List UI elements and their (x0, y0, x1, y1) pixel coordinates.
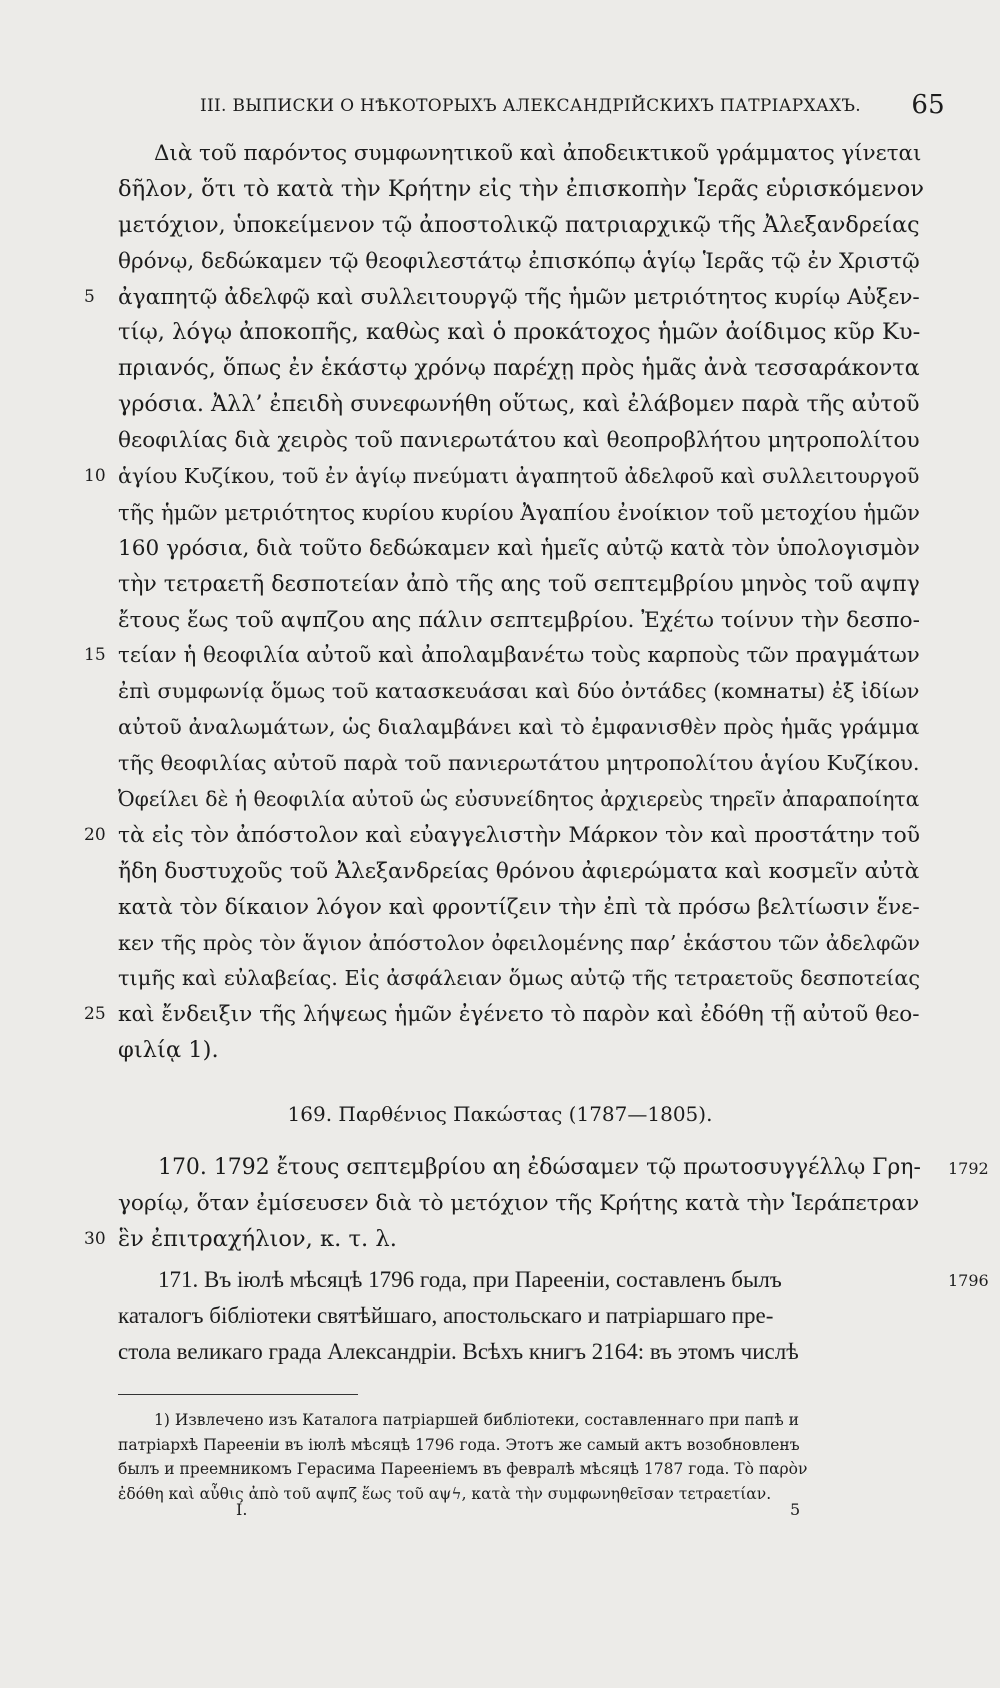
text-line (118, 136, 928, 172)
line-text: κατὰ τὸν δίκαιον λόγον καὶ φροντίζειν τὴν ἐπὶ τὰ πρόσω βελτίωσιν ἕνε- (118, 894, 920, 920)
line-text: καὶ ἔνδειξιν τῆς λήψεως ἡμῶν ἐγένετο τὸ παρὸν καὶ ἐδόθη τῇ αὐτοῦ θεο- (118, 1002, 920, 1028)
section-heading: 169. Παρθένιος Πακώστας (1787—1805). (287, 1102, 713, 1126)
text-line (84, 818, 928, 854)
line-text: каталогъ бібліотеки святѣйшаго, апостольскаго и патріаршаго пре- (118, 1302, 774, 1328)
text-line (118, 387, 928, 423)
line-text: ἀγαπητῷ ἀδελφῷ καὶ συλλειτουργῷ τῆς ἡμῶν μετριότητος κυρίῳ Αὐξεν- (118, 284, 920, 310)
signature-mark-right: 5 (790, 1500, 801, 1519)
text-line (118, 926, 928, 962)
entry-171 (118, 1262, 928, 1370)
line-number: 20 (84, 824, 106, 845)
line-text: τὰ εἰς τὸν ἀπόστολον καὶ εὐαγγελιστὴν Μάρκον τὸν καὶ προστάτην τοῦ (118, 822, 920, 848)
text-line (118, 674, 928, 710)
text-line (118, 531, 928, 567)
text-line (118, 710, 928, 746)
margin-year-1792: 1792 (948, 1159, 989, 1178)
line-text: μετόχιον, ὑποκείμενον τῷ ἀποστολικῷ πατριαρχικῷ τῆς Ἀλεξανδρείας (118, 211, 920, 238)
text-line (84, 1222, 928, 1258)
page-number: 65 (911, 90, 945, 120)
text-line (84, 638, 928, 674)
line-number: 5 (84, 286, 95, 307)
line-text: πριανός, ὅπως ἐν ἑκάστῳ χρόνῳ παρέχῃ πρὸς ἡμᾶς ἀνὰ τεσσαράκοντα (118, 355, 920, 382)
text-line (118, 1298, 928, 1334)
footnote-rule (118, 1394, 358, 1395)
line-text: φιλίᾳ 1). (118, 1037, 219, 1064)
running-header (200, 90, 945, 120)
footnote-line: былъ и преемникомъ Герасима Пареенiемъ въ февралѣ мѣсяцѣ 1787 года. Τὸ παρὸν (118, 1460, 808, 1478)
text-line (118, 961, 928, 997)
line-text: κεν τῆς πρὸς τὸν ἅγιον ἀπόστολον ὀφειλομένης παρ’ ἑκάστου τῶν ἀδελφῶν (118, 930, 920, 955)
text-line (118, 603, 928, 639)
text-line (118, 208, 928, 244)
text-line (118, 244, 928, 280)
line-text: τιμῆς καὶ εὐλαβείας. Εἰς ἀσφάλειαν ὅμως αὐτῷ τῆς τετραετοῦς δεσποτείας (118, 966, 921, 991)
document-body (84, 136, 928, 1069)
text-line (118, 746, 928, 782)
text-line (84, 459, 928, 495)
text-line (118, 1150, 928, 1186)
line-text: αὐτοῦ ἀναλωμάτων, ὡς διαλαμβάνει καὶ τὸ ἐμφανισθὲν πρὸς ἡμᾶς γράμμα (118, 715, 920, 740)
text-line (118, 495, 928, 531)
line-text: ἁγίου Κυζίκου, τοῦ ἐν ἁγίῳ πνεύματι ἀγαπητοῦ ἀδελφοῦ καὶ συλλειτουργοῦ (118, 464, 920, 489)
line-text: 171. Въ іюлѣ мѣсяцѣ 1796 года, при Пареенiи, составленъ былъ (158, 1267, 782, 1292)
line-text: Διὰ τοῦ παρόντος συμφωνητικοῦ καὶ ἀποδεικτικοῦ γράμματος γίνεται (154, 141, 922, 166)
margin-year-1796: 1796 (948, 1271, 989, 1290)
line-text: γρόσια. Ἀλλ’ ἐπειδὴ συνεφωνήθη οὕτως, καὶ ἐλάβομεν παρὰ τῆς αὐτοῦ (118, 391, 920, 418)
text-line (118, 854, 928, 890)
text-line (118, 782, 928, 818)
line-text: ἓν ἐπιτραχήλιον, κ. τ. λ. (118, 1225, 397, 1252)
text-line (118, 1186, 928, 1222)
line-text: Ὀφείλει δὲ ἡ θεοφιλία αὐτοῦ ὡς εὐσυνείδητος ἀρχιερεὺς τηρεῖν ἀπαραποίητα (118, 787, 920, 812)
line-text: τίῳ, λόγῳ ἀποκοπῆς, καθὼς καὶ ὁ προκάτοχος ἡμῶν ἀοίδιμος κῦρ Κυ- (118, 319, 921, 346)
line-text: θεοφιλίας διὰ χειρὸς τοῦ πανιερωτάτου καὶ θεοπροβλήτου μητροπολίτου (118, 428, 920, 454)
entry-170 (84, 1150, 928, 1258)
line-text: θρόνῳ, δεδώκαμεν τῷ θεοφιλεστάτῳ ἐπισκόπῳ ἁγίῳ Ἱερᾶς τῷ ἐν Χριστῷ (118, 248, 920, 274)
line-text: τῆς θεοφιλίας αὐτοῦ παρὰ τοῦ πανιερωτάτου μητροπολίτου ἁγίου Κυζίκου. (118, 751, 920, 776)
text-line (118, 423, 928, 459)
text-line (118, 1262, 928, 1298)
footnote-line: 1) Извлечено изъ Каталога патріаршей библіотеки, составленнаго при папѣ и (154, 1411, 799, 1429)
text-line (118, 890, 928, 926)
line-text: τείαν ἡ θεοφιλία αὐτοῦ καὶ ἀπολαμβανέτω τοὺς καρποὺς τῶν πραγμάτων (118, 643, 920, 669)
text-line (118, 1334, 928, 1370)
footnote-line: патріархѣ Пареенiи въ іюлѣ мѣсяцѣ 1796 года. Этотъ же самый актъ возобновленъ (118, 1435, 800, 1454)
line-text: δῆλον, ὅτι τὸ κατὰ τὴν Κρήτην εἰς τὴν ἐπισκοπὴν Ἱερᾶς εὑρισκόμενον (118, 175, 924, 202)
line-number: 25 (84, 1004, 106, 1025)
text-line (84, 997, 928, 1033)
footnote (118, 1408, 928, 1506)
line-text: τὴν τετραετῆ δεσποτείαν ἀπὸ τῆς αης τοῦ σεπτεμβρίου μηνὸς τοῦ αψπγ (118, 571, 920, 597)
line-number: 15 (84, 645, 106, 666)
text-line (118, 351, 928, 387)
footnote-line: ἐδόθη καὶ αὖθις ἀπὸ τοῦ αψπζ ἕως τοῦ αψϟ, κατὰ τὴν συμφωνηθεῖσαν τετραετίαν. (118, 1484, 772, 1503)
line-text: 170. 1792 ἔτους σεπτεμβρίου αη ἐδώσαμεν τῷ πρωτοσυγγέλλῳ Γρη- (158, 1155, 921, 1180)
text-line (118, 567, 928, 603)
text-line (118, 1033, 928, 1069)
line-text: ἔτους ἕως τοῦ αψπζου αης πάλιν σεπτεμβρίου. Ἐχέτω τοίνυν τὴν δεσπο- (118, 607, 920, 633)
running-title: III. ВЫПИСКИ О НѢКОТОРЫХЪ АЛЕКСАНДРІЙСКИХЪ ПАТРІАРХАХЪ. (200, 96, 862, 116)
text-line (118, 315, 928, 351)
line-number: 10 (84, 466, 106, 487)
line-text: стола великаго града Александріи. Всѣхъ книгъ 2164: въ этомъ числѣ (118, 1338, 799, 1364)
line-text: τῆς ἡμῶν μετριότητος κυρίου κυρίου Ἀγαπίου ἐνοίκιον τοῦ μετοχίου ἡμῶν (118, 499, 920, 525)
line-text: 160 γρόσια, διὰ τοῦτο δεδώκαμεν καὶ ἡμεῖς αὐτῷ κατὰ τὸν ὑπολογισμὸν (118, 535, 920, 561)
line-text: ἐπὶ συμφωνίᾳ ὅμως τοῦ κατασκευάσαι καὶ δύο ὀντάδες (комнаты) ἐξ ἰδίων (118, 679, 920, 704)
signature-mark-left: I. (236, 1500, 248, 1519)
line-text: γορίῳ, ὅταν ἐμίσευσεν διὰ τὸ μετόχιον τῆς Κρήτης κατὰ τὴν Ἱεράπετραν (118, 1190, 920, 1216)
line-number: 30 (84, 1228, 106, 1249)
text-line (84, 280, 928, 316)
text-line (118, 172, 928, 208)
line-text: ἤδη δυστυχοῦς τοῦ Ἀλεξανδρείας θρόνου ἀφιερώματα καὶ κοσμεῖν αὐτὰ (118, 858, 920, 884)
